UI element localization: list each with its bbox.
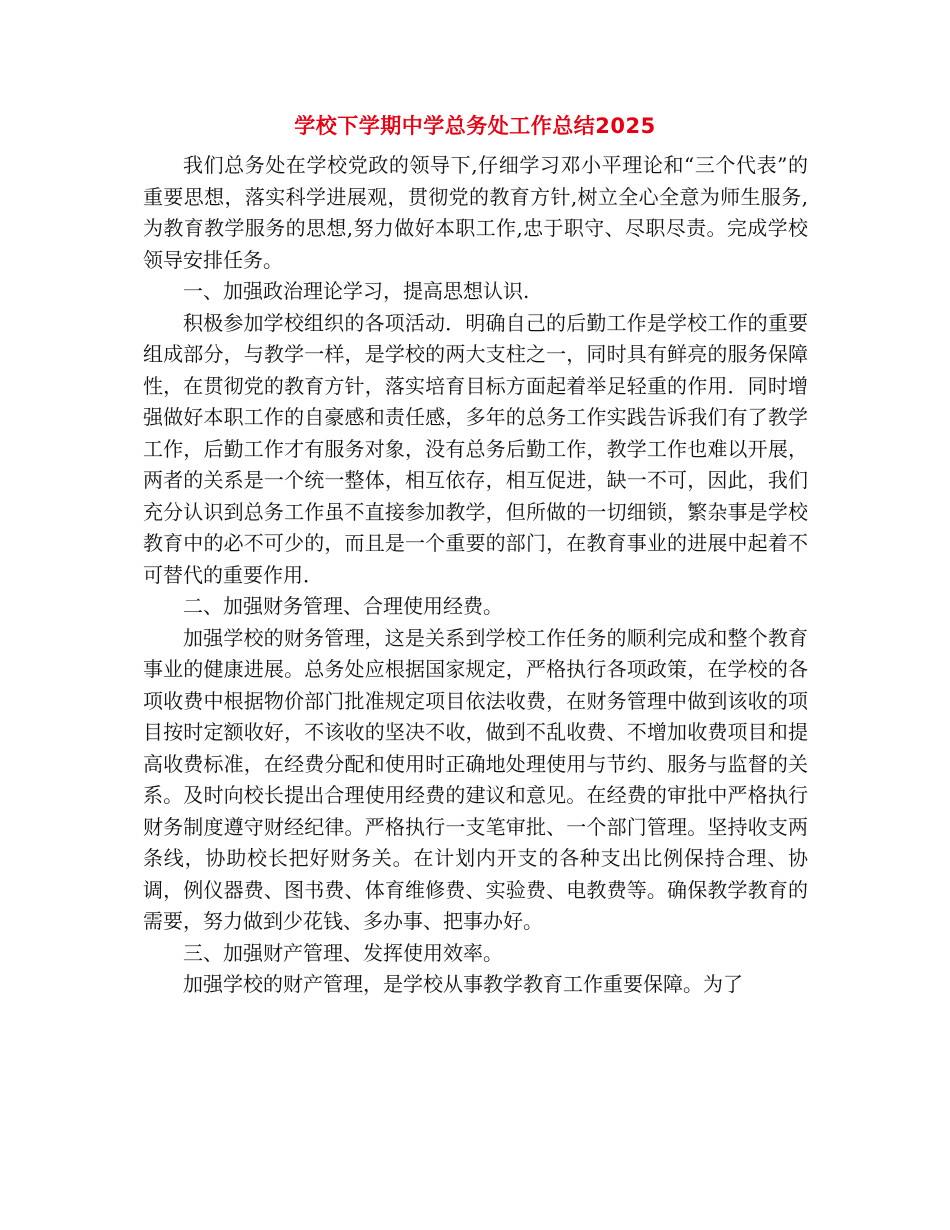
- document-body: [143, 150, 808, 1001]
- section-heading-2: 二、加强财务管理、合理使用经费。: [183, 594, 503, 618]
- intro-paragraph: 我们总务处在学校党政的领导下,仔细学习邓小平理论和“三个代表”的重要思想，落实科学进展观，贯彻党的教育方针,树立全心全意为师生服务,为教育教学服务的思想,努力做好本职工作,忠于职守、尽职尽责。完成学校领导安排任务。: [143, 153, 808, 272]
- section-paragraph-2: 加强学校的财务管理，这是关系到学校工作任务的顺利完成和整个教育事业的健康进展。总务处应根据国家规定，严格执行各项政策，在学校的各项收费中根据物价部门批准规定项目依法收费，在财务管理中做到该收的项目按时定额收好，不该收的坚决不收，做到不乱收费、不增加收费项目和提高收费标准，在经费分配和使用时正确地处理使用与节约、服务与监督的关系。及时向校长提出合理使用经费的建议和意见。在经费的审批中严格执行财务制度遵守财经纪律。严格执行一支笔审批、一个部门管理。坚持收支两条线，协助校长把好财务关。在计划内开支的各种支出比例保持合理、协调，例仪器费、图书费、体育维修费、实验费、电教费等。确保教学教育的需要，努力做到少花钱、多办事、把事办好。: [143, 625, 808, 933]
- document-title: 学校下学期中学总务处工作总结2025: [294, 114, 656, 138]
- section-heading-3: 三、加强财产管理、发挥使用效率。: [183, 940, 503, 965]
- section-heading-1: 一、加强政治理论学习，提高思想认识.: [183, 279, 530, 303]
- section-paragraph-1: 积极参加学校组织的各项活动．明确自己的后勤工作是学校工作的重要组成部分，与教学一样，是学校的两大支柱之一，同时具有鲜亮的服务保障性，在贯彻党的教育方针，落实培育目标方面起着举足轻重的作用．同时增强做好本职工作的自豪感和责任感，多年的总务工作实践告诉我们有了教学工作，后勤工作才有服务对象，没有总务后勤工作，教学工作也难以开展，两者的关系是一个统一整体，相互依存，相互促进，缺一不可，因此，我们充分认识到总务工作虽不直接参加教学，但所做的一切细锁，繁杂事是学校教育中的必不可少的，而且是一个重要的部门，在教育事业的进展中起着不可替代的重要作用．: [143, 310, 808, 587]
- section-paragraph-3: 加强学校的财产管理，是学校从事教学教育工作重要保障。为了: [183, 972, 743, 996]
